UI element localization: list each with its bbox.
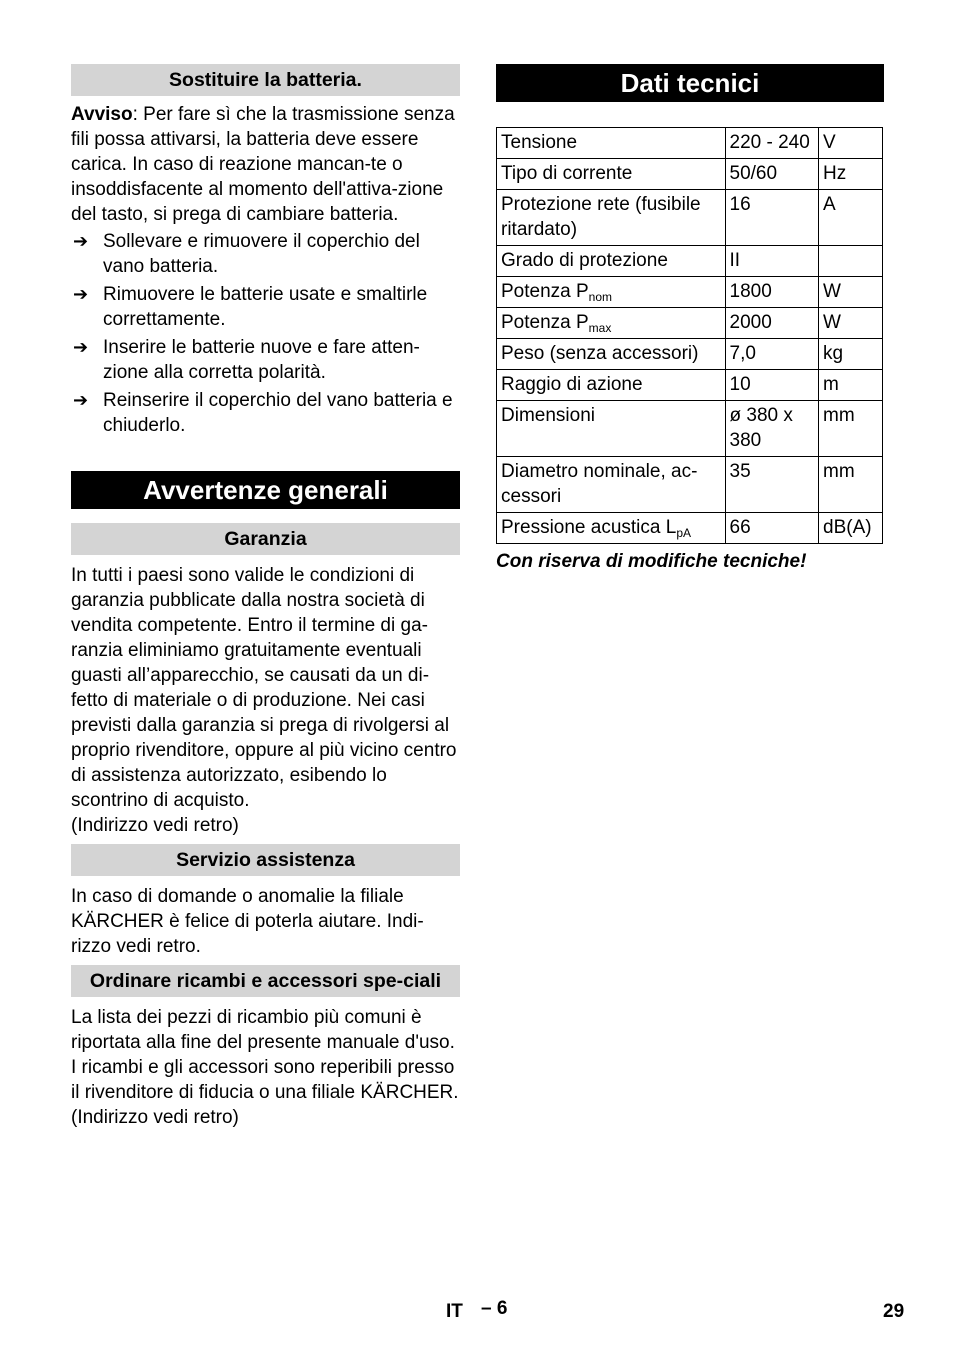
parts-text-1: La lista dei pezzi di ricambio più comuni è riportata alla fine del presente manuale d'uso. — [71, 1007, 455, 1053]
spec-unit: Hz — [819, 159, 883, 190]
spec-value: 2000 — [725, 308, 819, 339]
spec-value: 35 — [725, 457, 819, 513]
step-text: Reinserire il coperchio del vano batteria e chiuderlo. — [103, 390, 453, 436]
specs-table — [496, 127, 883, 544]
table-row — [497, 128, 883, 159]
table-row — [497, 246, 883, 277]
list-item — [71, 335, 460, 385]
spec-value: 7,0 — [725, 339, 819, 370]
table-row — [497, 401, 883, 457]
table-row — [497, 159, 883, 190]
general-heading: Avvertenze generali — [71, 471, 460, 509]
table-row — [497, 277, 883, 308]
spec-label: Dimensioni — [497, 401, 726, 457]
spec-value: 10 — [725, 370, 819, 401]
spec-value: 16 — [725, 190, 819, 246]
spec-value: ø 380 x 380 — [725, 401, 819, 457]
footer-language: IT — [446, 1301, 463, 1322]
spec-unit: W — [819, 308, 883, 339]
spec-label: Grado di protezione — [497, 246, 726, 277]
service-heading: Servizio assistenza — [71, 844, 460, 876]
spec-label: Tipo di corrente — [497, 159, 726, 190]
spec-unit: A — [819, 190, 883, 246]
spec-unit: mm — [819, 401, 883, 457]
notice-text: : Per fare sì che la trasmissione senza fili possa attivarsi, la batteria deve essere carica. In caso di reazione mancan-te o insoddisfacente al momento dell'attiva-zione del tasto, si prega di cambiare batteria. — [71, 104, 455, 225]
warranty-address: (Indirizzo vedi retro) — [71, 815, 239, 836]
table-row — [497, 190, 883, 246]
list-item — [71, 229, 460, 279]
spec-label: Pressione acustica $L_{pA}$ — [497, 513, 726, 544]
spec-label: Raggio di azione — [497, 370, 726, 401]
spec-label: Protezione rete (fusibile ritardato) — [497, 190, 726, 246]
spec-value: 66 — [725, 513, 819, 544]
parts-text-2: I ricambi e gli accessori sono reperibili presso il rivenditore di fiducia o una filiale KÄRCHER. — [71, 1057, 459, 1103]
spec-unit: kg — [819, 339, 883, 370]
spec-unit: m — [819, 370, 883, 401]
spec-unit: dB(A) — [819, 513, 883, 544]
spec-label: Tensione — [497, 128, 726, 159]
spec-value: 1800 — [725, 277, 819, 308]
spec-value: 220 - 240 — [725, 128, 819, 159]
footer-section-page: – 6 — [481, 1298, 508, 1319]
right-column — [496, 64, 884, 574]
battery-notice — [71, 102, 460, 227]
list-item — [71, 388, 460, 438]
step-text: Inserire le batterie nuove e fare atten-zione alla corretta polarità. — [103, 337, 420, 383]
spec-unit: mm — [819, 457, 883, 513]
spec-label: Potenza $P_{nom}$ — [497, 277, 726, 308]
table-row — [497, 457, 883, 513]
spec-label: Diametro nominale, ac-cessori — [497, 457, 726, 513]
step-text: Sollevare e rimuovere il coperchio del vano batteria. — [103, 231, 420, 277]
battery-heading: Sostituire la batteria. — [71, 64, 460, 96]
spec-unit: W — [819, 277, 883, 308]
arrow-right-icon: ➔ — [73, 231, 89, 251]
table-row — [497, 513, 883, 544]
table-row — [497, 308, 883, 339]
arrow-right-icon: ➔ — [73, 337, 89, 357]
spec-label: Potenza $P_{max}$ — [497, 308, 726, 339]
battery-steps — [71, 229, 460, 438]
specs-heading: Dati tecnici — [496, 64, 884, 102]
parts-heading: Ordinare ricambi e accessori spe-ciali — [71, 965, 460, 997]
service-text: In caso di domande o anomalie la filiale KÄRCHER è felice di poterla aiutare. Indi-rizzo vedi retro. — [71, 886, 424, 957]
table-row — [497, 370, 883, 401]
notice-label: Avviso — [71, 104, 133, 125]
parts-address: (Indirizzo vedi retro) — [71, 1107, 239, 1128]
spec-label: Peso (senza accessori) — [497, 339, 726, 370]
step-text: Rimuovere le batterie usate e smaltirle correttamente. — [103, 284, 428, 330]
spec-value: 50/60 — [725, 159, 819, 190]
left-column — [71, 64, 460, 1130]
warranty-heading: Garanzia — [71, 523, 460, 555]
table-row — [497, 339, 883, 370]
specs-note: Con riserva di modifiche tecniche! — [496, 551, 807, 572]
arrow-right-icon: ➔ — [73, 284, 89, 304]
list-item — [71, 282, 460, 332]
spec-unit — [819, 246, 883, 277]
spec-unit: V — [819, 128, 883, 159]
page-number: 29 — [883, 1301, 905, 1322]
spec-value: II — [725, 246, 819, 277]
warranty-text: In tutti i paesi sono valide le condizioni di garanzia pubblicate dalla nostra società di vendita competente. Entro il termine di ga-ranzia eliminiamo gratuitamente eventuali guasti all’apparecchio, se causati da un di-fetto di materiale o di produzione. Nei casi previsti dalla garanzia si prega di rivolgersi al proprio rivenditore, oppure al più vicino centro di assistenza autorizzato, esibendo lo scontrino di acquisto. — [71, 565, 457, 811]
arrow-right-icon: ➔ — [73, 390, 89, 410]
